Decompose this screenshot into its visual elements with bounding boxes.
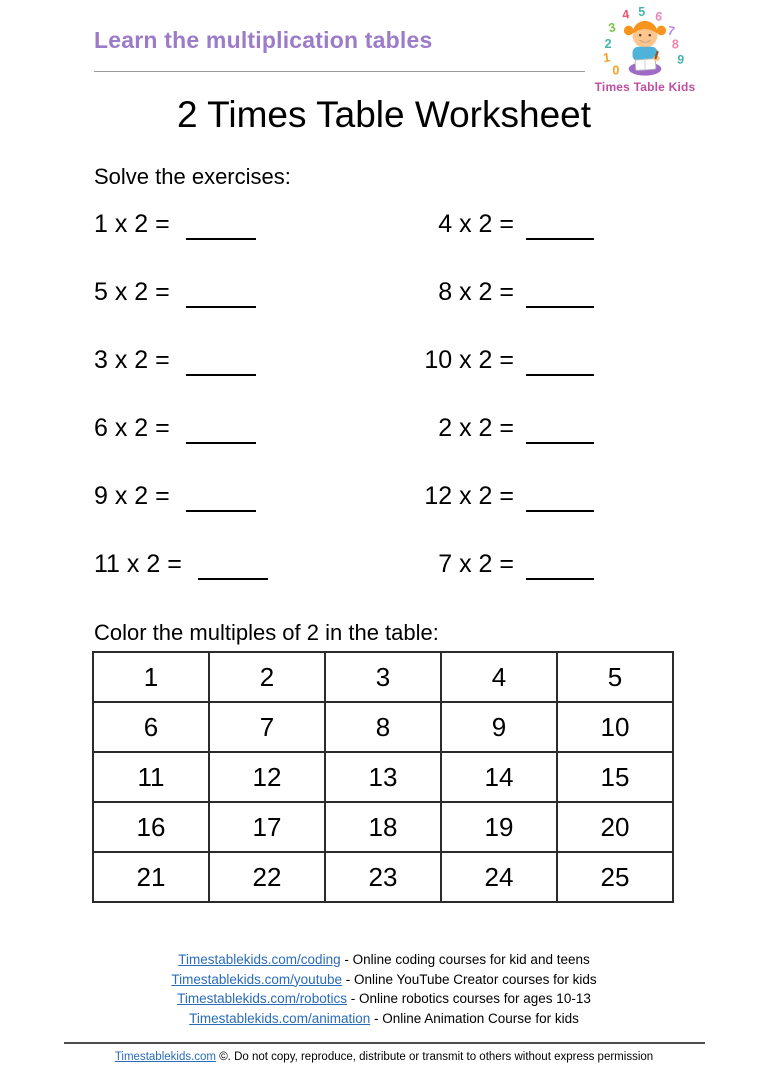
footer-link[interactable]: Timestablekids.com/animation <box>189 1010 371 1026</box>
footer-link-line <box>0 989 768 1009</box>
table-cell: 4 <box>441 652 557 702</box>
table-cell: 17 <box>209 802 325 852</box>
exercise-row <box>94 278 684 346</box>
exercise-expression: 5 x 2 = <box>94 278 170 306</box>
exercise-row <box>94 482 684 550</box>
svg-text:9: 9 <box>676 52 686 68</box>
table-cell: 11 <box>93 752 209 802</box>
table-cell: 20 <box>557 802 673 852</box>
table-cell: 18 <box>325 802 441 852</box>
svg-text:7: 7 <box>666 23 676 39</box>
footer-link-line <box>0 1009 768 1029</box>
brand-logo <box>592 5 698 94</box>
footer-link-description: - Online coding courses for kid and teens <box>340 952 590 967</box>
footer-link-description: - Online YouTube Creator courses for kids <box>341 971 597 987</box>
exercise-row <box>94 414 684 482</box>
svg-text:0: 0 <box>612 63 620 78</box>
multiples-table <box>92 651 674 903</box>
exercise-expression: 6 x 2 = <box>94 414 170 442</box>
exercise-row <box>94 346 684 414</box>
table-cell: 15 <box>557 752 673 802</box>
answer-blank <box>186 508 256 512</box>
brand-name: Times Table Kids <box>594 80 696 94</box>
exercise-expression: 11 x 2 = <box>94 550 182 578</box>
table-cell: 6 <box>93 702 209 752</box>
table-cell: 10 <box>557 702 673 752</box>
footer-link-line <box>0 950 768 970</box>
exercise-row <box>94 210 684 278</box>
header-divider <box>94 71 585 72</box>
table-row <box>93 752 673 802</box>
table-row <box>93 702 673 752</box>
answer-blank <box>526 372 594 376</box>
svg-text:6: 6 <box>654 9 664 25</box>
table-cell: 24 <box>441 852 557 902</box>
svg-text:3: 3 <box>607 20 617 36</box>
svg-text:5: 5 <box>638 5 646 20</box>
table-cell: 2 <box>209 652 325 702</box>
table-row <box>93 852 673 902</box>
table-cell: 1 <box>93 652 209 702</box>
table-cell: 19 <box>441 802 557 852</box>
exercise-expression: 1 x 2 = <box>94 210 170 238</box>
copyright-text: ©. Do not copy, reproduce, distribute or transmit to others without express permission <box>216 1051 654 1063</box>
exercise-expression: 7 x 2 = <box>438 550 514 578</box>
svg-text:2: 2 <box>604 36 612 51</box>
page-title: 2 Times Table Worksheet <box>176 94 592 135</box>
exercises-heading: Solve the exercises: <box>94 164 291 189</box>
table-cell: 22 <box>209 852 325 902</box>
svg-text:1: 1 <box>602 50 612 66</box>
table-cell: 16 <box>93 802 209 852</box>
table-cell: 25 <box>557 852 673 902</box>
exercise-row <box>94 550 684 618</box>
table-cell: 23 <box>325 852 441 902</box>
answer-blank <box>186 304 256 308</box>
footer-link-description: - Online Animation Course for kids <box>370 1010 579 1026</box>
answer-blank <box>526 440 594 444</box>
answer-blank <box>198 576 268 580</box>
header-tagline: Learn the multiplication tables <box>94 27 433 53</box>
footer-divider <box>64 1042 705 1044</box>
answer-blank <box>526 576 594 580</box>
answer-blank <box>526 304 594 308</box>
copyright-line <box>0 1051 768 1063</box>
table-row <box>93 802 673 852</box>
kid-writing-logo-icon <box>597 5 693 79</box>
footer-link[interactable]: Timestablekids.com/coding <box>178 952 341 967</box>
exercise-expression: 2 x 2 = <box>438 414 514 442</box>
table-cell: 9 <box>441 702 557 752</box>
table-cell: 13 <box>325 752 441 802</box>
exercise-expression: 10 x 2 = <box>424 346 514 374</box>
grid-heading: Color the multiples of 2 in the table: <box>94 620 439 645</box>
table-cell: 8 <box>325 702 441 752</box>
answer-blank <box>186 372 256 376</box>
answer-blank <box>186 440 256 444</box>
exercises-list <box>94 210 684 618</box>
footer-link[interactable]: Timestablekids.com/youtube <box>171 971 342 987</box>
exercise-expression: 12 x 2 = <box>424 482 514 510</box>
table-cell: 5 <box>557 652 673 702</box>
exercise-expression: 4 x 2 = <box>438 210 514 238</box>
exercise-expression: 9 x 2 = <box>94 482 170 510</box>
footer-link-line <box>0 970 768 990</box>
table-cell: 7 <box>209 702 325 752</box>
svg-text:8: 8 <box>671 37 679 52</box>
copyright-link[interactable]: Timestablekids.com <box>114 1051 217 1063</box>
table-cell: 3 <box>325 652 441 702</box>
footer-link[interactable]: Timestablekids.com/robotics <box>177 991 347 1006</box>
table-cell: 21 <box>93 852 209 902</box>
answer-blank <box>186 236 256 240</box>
footer-link-description: - Online robotics courses for ages 10-13 <box>346 991 591 1006</box>
svg-text:4: 4 <box>621 7 631 22</box>
table-cell: 12 <box>209 752 325 802</box>
table-row <box>93 652 673 702</box>
answer-blank <box>526 236 594 240</box>
answer-blank <box>526 508 594 512</box>
exercise-expression: 8 x 2 = <box>438 278 514 306</box>
footer-links <box>0 950 768 1028</box>
exercise-expression: 3 x 2 = <box>94 346 170 374</box>
table-cell: 14 <box>441 752 557 802</box>
